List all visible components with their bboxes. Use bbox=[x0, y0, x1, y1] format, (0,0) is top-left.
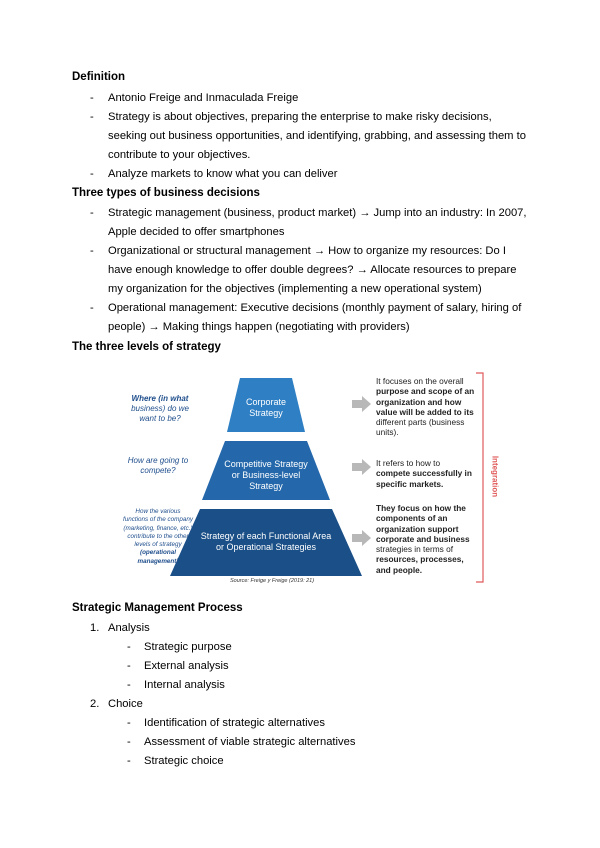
decision-item: Strategic management (business, product market) → Jump into an industry: In 2007, bbox=[108, 207, 527, 219]
step-sub-item: External analysis bbox=[144, 660, 229, 672]
bullet-dash: - bbox=[127, 660, 131, 672]
process-heading: Strategic Management Process bbox=[72, 602, 243, 614]
description-competitive bbox=[376, 458, 481, 489]
description-functional bbox=[376, 503, 481, 575]
description-line: organization and how bbox=[376, 396, 462, 407]
tier-label-corporate bbox=[226, 397, 306, 419]
tier-label-line: Strategy bbox=[249, 481, 283, 491]
decision-item: Operational management: Executive decisions (monthly payment of salary, hiring of bbox=[108, 302, 522, 314]
description-line: compete successfully in bbox=[376, 468, 472, 479]
description-line: It refers to how to bbox=[376, 458, 441, 468]
tier-label-line: or Operational Strategies bbox=[215, 542, 317, 552]
question-line: (operational bbox=[139, 549, 177, 557]
description-line: different parts (business bbox=[376, 417, 465, 428]
question-competitive bbox=[106, 456, 210, 476]
integration-label: Integration bbox=[490, 455, 500, 498]
description-line: organization support bbox=[376, 523, 459, 534]
description-line: They focus on how the bbox=[376, 503, 466, 513]
tier-label-line: Strategy bbox=[249, 408, 283, 418]
decision-item-cont: Apple decided to offer smartphones bbox=[108, 226, 285, 238]
decision-item-cont: have enough knowledge to offer double degrees? → Allocate resources to prepare bbox=[108, 264, 517, 276]
question-line: (marketing, finance, etc.) bbox=[123, 524, 193, 532]
definition-item: Analyze markets to know what you can deliver bbox=[108, 168, 338, 180]
definition-item-cont: seeking out business opportunities, and identifying, grabbing, and assessing them to bbox=[108, 130, 526, 142]
arrow-icon bbox=[352, 459, 371, 475]
question-line: business) do we bbox=[131, 404, 189, 413]
description-line: It focuses on the overall bbox=[376, 376, 464, 386]
step-label: Analysis bbox=[108, 622, 150, 634]
description-line: units). bbox=[376, 427, 399, 438]
decision-item-cont: my organization for the objectives (implementing a new operational system) bbox=[108, 283, 482, 295]
bullet-dash: - bbox=[127, 736, 131, 748]
definition-item-cont: contribute to your objectives. bbox=[108, 149, 251, 161]
bullet-dash: - bbox=[127, 679, 131, 691]
levels-heading: The three levels of strategy bbox=[72, 341, 221, 353]
definition-item: Strategy is about objectives, preparing the enterprise to make risky decisions, bbox=[108, 111, 492, 123]
bullet-dash: - bbox=[90, 245, 94, 257]
arrow-icon bbox=[352, 396, 371, 412]
tier-label-line: Competitive Strategy bbox=[224, 459, 308, 469]
description-line: components of an bbox=[376, 513, 448, 524]
decisions-heading: Three types of business decisions bbox=[72, 187, 260, 199]
step-sub-item: Strategic choice bbox=[144, 755, 224, 767]
bullet-dash: - bbox=[90, 92, 94, 104]
description-corporate bbox=[376, 376, 481, 438]
description-line: resources, processes, bbox=[376, 554, 464, 565]
description-line: specific markets. bbox=[376, 478, 444, 489]
description-line: corporate and business bbox=[376, 533, 470, 544]
description-line: value will be added to its bbox=[376, 406, 474, 417]
description-line: strategies in terms of bbox=[376, 544, 454, 555]
question-line: compete? bbox=[140, 466, 176, 475]
definition-item: Antonio Freige and Inmaculada Freige bbox=[108, 92, 299, 104]
step-label: Choice bbox=[108, 698, 143, 710]
question-line: How the various bbox=[135, 508, 181, 515]
question-line: management) bbox=[137, 557, 179, 565]
question-corporate bbox=[110, 394, 210, 424]
bullet-dash: - bbox=[90, 111, 94, 123]
tier-label-line: Corporate bbox=[245, 397, 287, 407]
bullet-dash: - bbox=[90, 302, 94, 314]
question-line: Where (in what bbox=[131, 394, 189, 403]
arrow-icon bbox=[352, 530, 371, 546]
bullet-dash: - bbox=[127, 755, 131, 767]
description-line: and people. bbox=[376, 564, 423, 575]
question-line: want to be? bbox=[139, 414, 181, 423]
bullet-dash: - bbox=[90, 207, 94, 219]
question-line: contribute to the other bbox=[127, 532, 189, 540]
bullet-dash: - bbox=[90, 168, 94, 180]
decision-item-cont: people) → Making things happen (negotiating with providers) bbox=[108, 321, 410, 333]
question-line: functions of the company bbox=[122, 516, 193, 524]
question-line: levels of strategy bbox=[134, 541, 182, 549]
tier-label-competitive bbox=[206, 459, 326, 492]
tier-label-line: or Business-level bbox=[231, 470, 301, 480]
description-line: purpose and scope of an bbox=[376, 386, 475, 397]
step-sub-item: Identification of strategic alternatives bbox=[144, 717, 325, 729]
figure-source: Source: Freige y Freige (2019: 21) bbox=[230, 578, 315, 584]
tier-label-functional bbox=[186, 531, 346, 553]
bullet-dash: - bbox=[127, 641, 131, 653]
step-sub-item: Assessment of viable strategic alternatives bbox=[144, 736, 356, 748]
decision-item: Organizational or structural management → How to organize my resources: Do I bbox=[108, 245, 506, 257]
step-number: 1. bbox=[90, 622, 100, 634]
question-line: How are going to bbox=[127, 456, 189, 465]
tier-label-line: Strategy of each Functional Area bbox=[200, 531, 332, 541]
step-number: 2. bbox=[90, 698, 100, 710]
definition-heading: Definition bbox=[72, 71, 126, 83]
step-sub-item: Strategic purpose bbox=[144, 641, 232, 653]
step-sub-item: Internal analysis bbox=[144, 679, 225, 691]
bullet-dash: - bbox=[127, 717, 131, 729]
